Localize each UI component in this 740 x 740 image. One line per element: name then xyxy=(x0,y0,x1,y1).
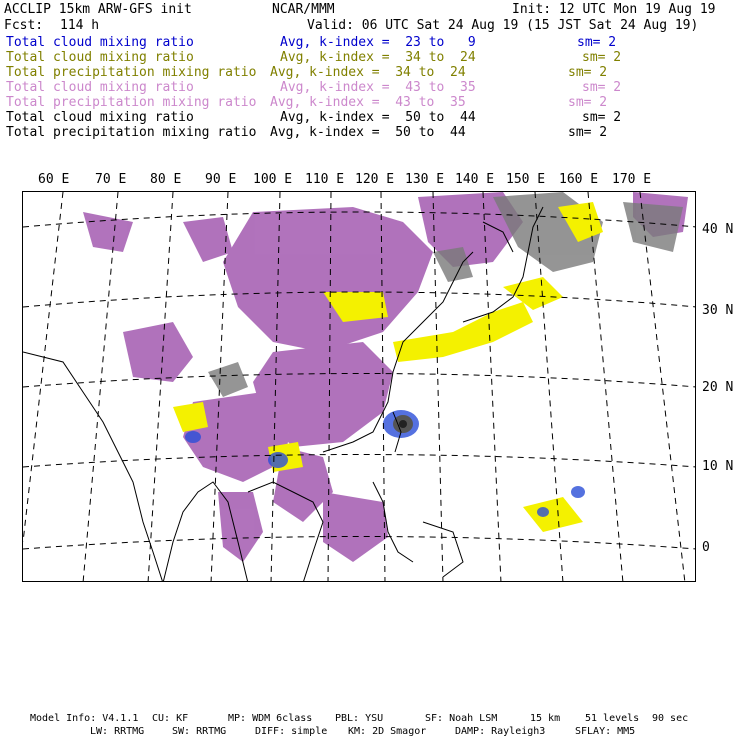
lon-label: 110 E xyxy=(305,172,345,187)
legend-stat: Avg, k-index = 23 to 9 xyxy=(280,35,476,50)
map-canvas xyxy=(23,192,696,582)
damp-scheme: DAMP: Rayleigh3 xyxy=(455,726,546,737)
legend-field: Total cloud mixing ratio xyxy=(6,110,194,125)
legend-sm: sm= 2 xyxy=(582,50,622,65)
lat-label: 0 xyxy=(702,540,710,555)
legend-sm: sm= 2 xyxy=(568,125,608,140)
cu-scheme: CU: KF xyxy=(152,713,189,724)
legend-stat: Avg, k-index = 50 to 44 xyxy=(270,125,466,140)
legend-sm: sm= 2 xyxy=(568,95,608,110)
purple-cloud-field xyxy=(83,192,688,562)
lon-label: 80 E xyxy=(150,172,182,187)
legend-sm: sm= 2 xyxy=(577,35,617,50)
typhoon-core xyxy=(393,415,413,433)
lat-label: 20 N xyxy=(702,380,734,395)
weather-map xyxy=(22,191,696,582)
init-time: Init: 12 UTC Mon 19 Aug 19 xyxy=(512,2,716,17)
legend-sm: sm= 2 xyxy=(582,80,622,95)
forecast-hour: 114 h xyxy=(60,18,100,33)
legend-field: Total precipitation mixing ratio xyxy=(6,125,257,140)
legend-field: Total precipitation mixing ratio xyxy=(6,65,257,80)
legend-sm: sm= 2 xyxy=(568,65,608,80)
lon-label: 150 E xyxy=(506,172,546,187)
lon-label: 120 E xyxy=(355,172,395,187)
legend-field: Total precipitation mixing ratio xyxy=(6,95,257,110)
lat-label: 10 N xyxy=(702,459,734,474)
pbl-scheme: PBL: YSU xyxy=(335,713,384,724)
valid-time: Valid: 06 UTC Sat 24 Aug 19 (15 JST Sat 24 Aug 19) xyxy=(307,18,699,33)
lon-label: 60 E xyxy=(38,172,70,187)
sflay-scheme: SFLAY: MM5 xyxy=(575,726,636,737)
resolution: 15 km xyxy=(530,713,561,724)
org-label: NCAR/MMM xyxy=(272,2,335,17)
timestep: 90 sec xyxy=(652,713,689,724)
legend-field: Total cloud mixing ratio xyxy=(6,80,194,95)
forecast-label: Fcst: xyxy=(4,18,44,33)
lon-label: 140 E xyxy=(455,172,495,187)
diff-scheme: DIFF: simple xyxy=(255,726,328,737)
legend-stat: Avg, k-index = 34 to 24 xyxy=(270,65,466,80)
legend-stat: Avg, k-index = 43 to 35 xyxy=(280,80,476,95)
lon-label: 170 E xyxy=(612,172,652,187)
mp-scheme: MP: WDM 6class xyxy=(228,713,313,724)
lon-label: 130 E xyxy=(405,172,445,187)
lw-scheme: LW: RRTMG xyxy=(90,726,145,737)
product-title: ACCLIP 15km ARW-GFS init xyxy=(4,2,192,17)
legend-field: Total cloud mixing ratio xyxy=(6,50,194,65)
lat-label: 40 N xyxy=(702,222,734,237)
legend-field: Total cloud mixing ratio xyxy=(6,35,194,50)
legend-sm: sm= 2 xyxy=(582,110,622,125)
lon-label: 70 E xyxy=(95,172,127,187)
lon-label: 100 E xyxy=(253,172,293,187)
lon-label: 160 E xyxy=(559,172,599,187)
sw-scheme: SW: RRTMG xyxy=(172,726,227,737)
levels: 51 levels xyxy=(585,713,640,724)
legend-stat: Avg, k-index = 43 to 35 xyxy=(270,95,466,110)
lon-label: 90 E xyxy=(205,172,237,187)
lat-label: 30 N xyxy=(702,303,734,318)
legend-stat: Avg, k-index = 50 to 44 xyxy=(280,110,476,125)
km-scheme: KM: 2D Smagor xyxy=(348,726,427,737)
sf-scheme: SF: Noah LSM xyxy=(425,713,498,724)
model-version: Model Info: V4.1.1 xyxy=(30,713,139,724)
legend-stat: Avg, k-index = 34 to 24 xyxy=(280,50,476,65)
